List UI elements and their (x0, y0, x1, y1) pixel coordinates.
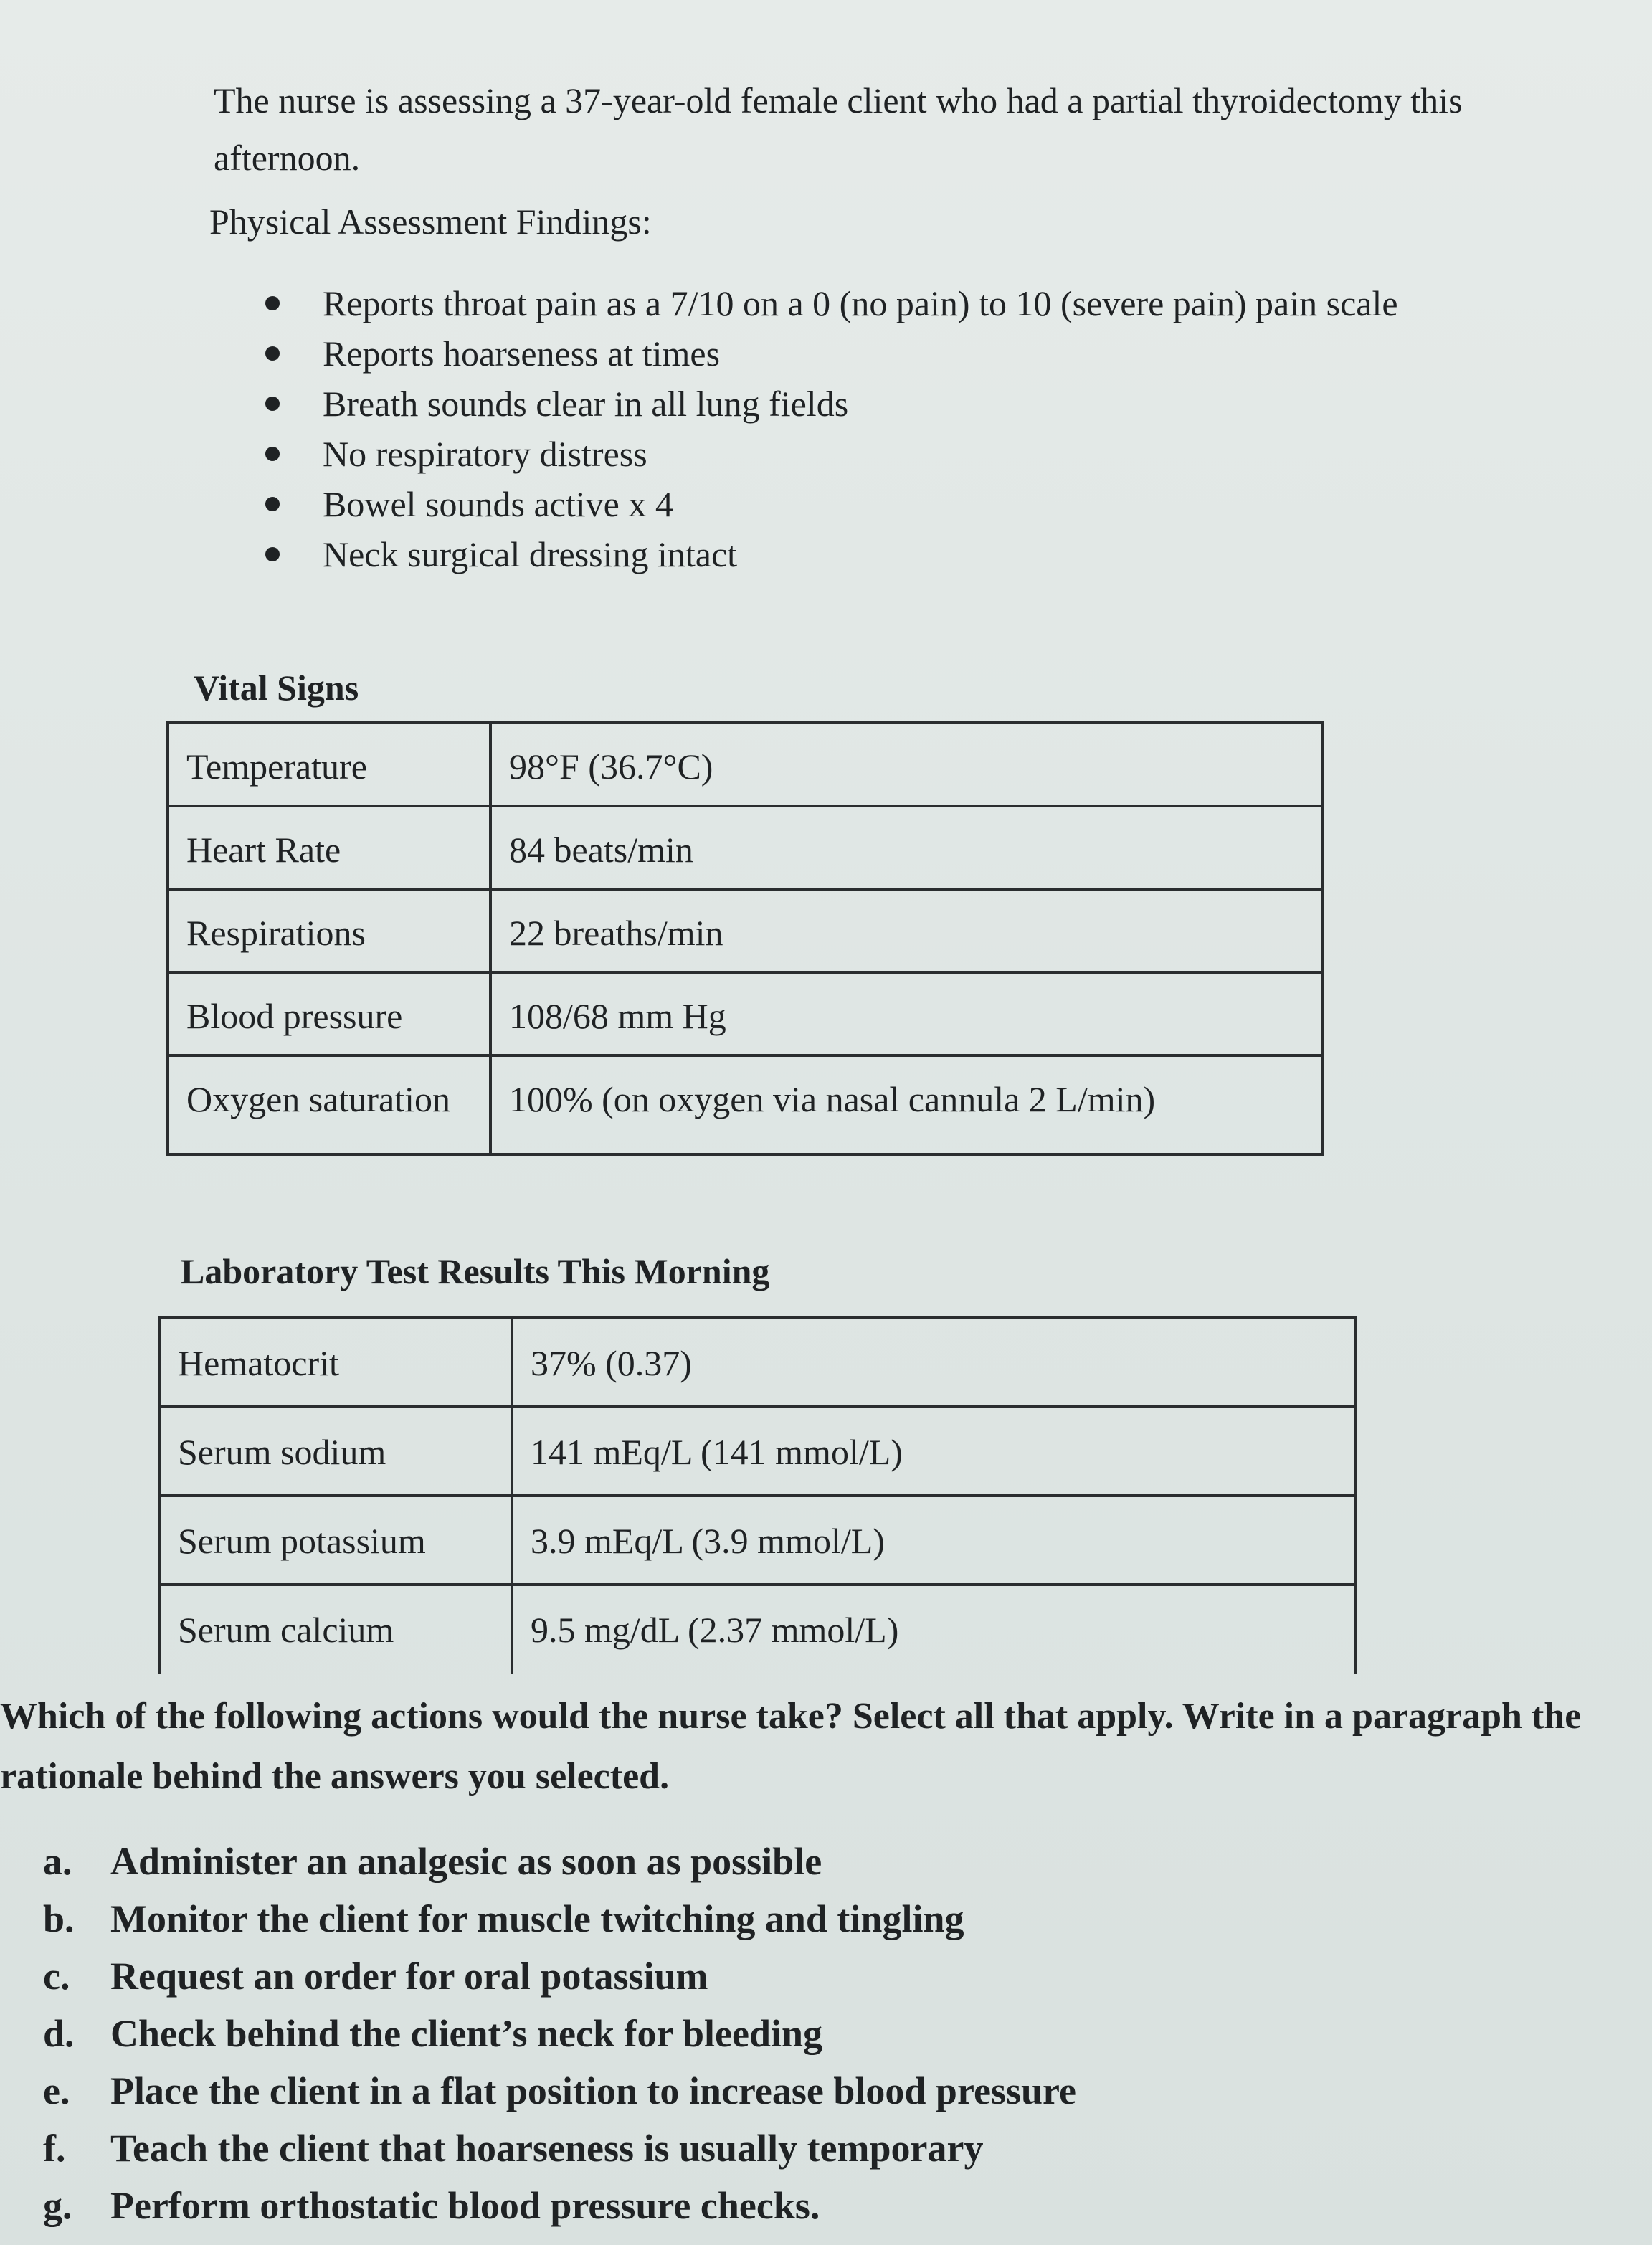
finding-text: Reports throat pain as a 7/10 on a 0 (no pain) to 10 (severe pain) pain scale (323, 283, 1398, 323)
option-letter: e. (43, 2069, 70, 2112)
option-letter: d. (43, 2012, 75, 2055)
lab-label: Hematocrit (159, 1318, 512, 1407)
findings-list (258, 278, 1398, 579)
finding-item (258, 429, 1398, 479)
bullet-icon (265, 397, 280, 411)
table-row (159, 1407, 1355, 1496)
option-text: Perform orthostatic blood pressure checks. (110, 2184, 820, 2227)
table-row (168, 723, 1322, 806)
finding-item (258, 479, 1398, 529)
answer-option (43, 2005, 1076, 2062)
vital-label: Temperature (168, 723, 490, 806)
lab-results-title: Laboratory Test Results This Morning (181, 1251, 770, 1291)
finding-text: Bowel sounds active x 4 (323, 484, 673, 524)
option-letter: b. (43, 1897, 75, 1940)
question-prompt: Which of the following actions would the nurse take? Select all that apply. Write in a paragraph the rationale behind the answers you selected. (0, 1696, 1582, 1797)
vital-value: 22 breaths/min (490, 889, 1322, 972)
answer-option (43, 1833, 1076, 1890)
vital-signs-title: Vital Signs (194, 668, 359, 708)
bullet-icon (265, 296, 280, 310)
option-text: Request an order for oral potassium (110, 1955, 708, 1998)
physical-assessment-heading: Physical Assessment Findings: (209, 201, 652, 242)
bullet-icon (265, 447, 280, 461)
finding-text: Neck surgical dressing intact (323, 534, 738, 574)
answer-option (43, 2120, 1076, 2177)
finding-text: No respiratory distress (323, 434, 647, 474)
option-text: Administer an analgesic as soon as possible (110, 1840, 822, 1883)
table-row (159, 1318, 1355, 1407)
table-row (159, 1496, 1355, 1585)
vital-label: Oxygen saturation (168, 1055, 490, 1154)
option-text: Check behind the client’s neck for bleeding (110, 2012, 823, 2055)
lab-results-table (158, 1316, 1357, 1674)
table-row (168, 889, 1322, 972)
table-row (168, 1055, 1322, 1154)
vital-signs-table (166, 721, 1324, 1156)
finding-item (258, 328, 1398, 379)
vital-label: Blood pressure (168, 972, 490, 1055)
option-text: Monitor the client for muscle twitching and tingling (110, 1897, 964, 1940)
answer-option (43, 1947, 1076, 2005)
vital-value: 100% (on oxygen via nasal cannula 2 L/min) (490, 1055, 1322, 1154)
answer-options-list (43, 1833, 1076, 2234)
option-letter: c. (43, 1955, 70, 1998)
finding-item (258, 379, 1398, 429)
option-letter: f. (43, 2127, 66, 2170)
bullet-icon (265, 497, 280, 511)
finding-text: Breath sounds clear in all lung fields (323, 384, 849, 424)
lab-label: Serum sodium (159, 1407, 512, 1496)
bullet-icon (265, 547, 280, 561)
option-text: Place the client in a flat position to increase blood pressure (110, 2069, 1076, 2112)
lab-value: 37% (0.37) (512, 1318, 1355, 1407)
finding-item (258, 278, 1398, 328)
lab-label: Serum calcium (159, 1585, 512, 1674)
option-letter: g. (43, 2184, 72, 2227)
answer-option (43, 1890, 1076, 1947)
lab-value: 141 mEq/L (141 mmol/L) (512, 1407, 1355, 1496)
lab-label: Serum potassium (159, 1496, 512, 1585)
option-letter: a. (43, 1840, 72, 1883)
bullet-icon (265, 346, 280, 361)
answer-option (43, 2177, 1076, 2234)
lab-value: 9.5 mg/dL (2.37 mmol/L) (512, 1585, 1355, 1674)
intro-paragraph: The nurse is assessing a 37-year-old female client who had a partial thyroidectomy this afternoon. (214, 80, 1463, 178)
vital-label: Heart Rate (168, 806, 490, 889)
option-text: Teach the client that hoarseness is usually temporary (110, 2127, 984, 2170)
vital-label: Respirations (168, 889, 490, 972)
vital-value: 84 beats/min (490, 806, 1322, 889)
finding-item (258, 529, 1398, 579)
vital-value: 108/68 mm Hg (490, 972, 1322, 1055)
table-row (168, 972, 1322, 1055)
table-row (159, 1585, 1355, 1674)
vital-value: 98°F (36.7°C) (490, 723, 1322, 806)
lab-value: 3.9 mEq/L (3.9 mmol/L) (512, 1496, 1355, 1585)
answer-option (43, 2062, 1076, 2120)
finding-text: Reports hoarseness at times (323, 333, 721, 374)
table-row (168, 806, 1322, 889)
